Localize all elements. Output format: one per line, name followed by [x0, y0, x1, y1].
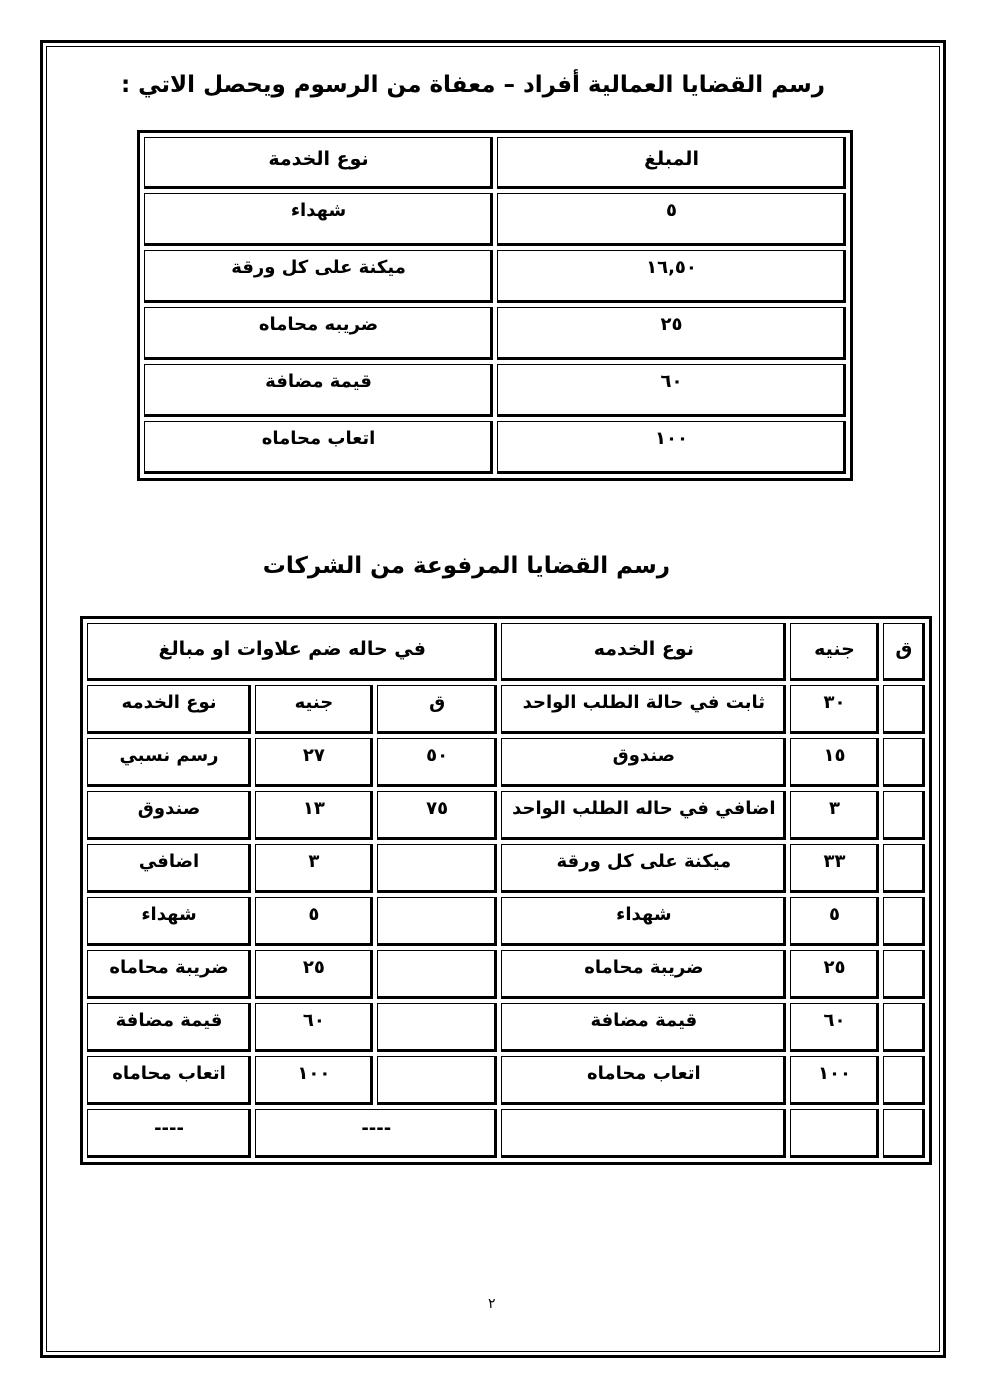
amount-cell: ٢٥: [497, 307, 846, 360]
service-cell: اضافي في حاله الطلب الواحد: [501, 791, 786, 840]
service-cell: شهداء: [501, 897, 786, 946]
table-row: [144, 193, 846, 246]
header-supplement: في حاله ضم علاوات او مبالغ: [87, 623, 497, 681]
table-header-row: [144, 137, 846, 189]
sub-header-service-type: نوع الخدمه: [87, 685, 251, 734]
table-row: [87, 791, 925, 840]
table-row: [87, 738, 925, 787]
supplement-service-cell: قيمة مضافة: [87, 1003, 251, 1052]
pounds-cell: ١٠٠: [790, 1056, 879, 1105]
supplement-pounds-cell: ٣: [255, 844, 373, 893]
supplement-service-cell: صندوق: [87, 791, 251, 840]
supplement-pounds-cell: ٢٧: [255, 738, 373, 787]
supplement-sum-cell: ----: [255, 1109, 497, 1158]
table-row: [87, 950, 925, 999]
supplement-piasters-cell: [377, 844, 498, 893]
supplement-pounds-cell: ٦٠: [255, 1003, 373, 1052]
piasters-cell: [883, 897, 925, 946]
supplement-piasters-cell: ٥٠: [377, 738, 498, 787]
table-row: [144, 364, 846, 417]
table-row: [144, 307, 846, 360]
service-cell: اتعاب محاماه: [144, 421, 493, 474]
supplement-service-cell: اتعاب محاماه: [87, 1056, 251, 1105]
header-pounds: جنيه: [790, 623, 879, 681]
piasters-cell: [883, 844, 925, 893]
service-cell: قيمة مضافة: [144, 364, 493, 417]
supplement-piasters-cell: [377, 1003, 498, 1052]
page-number: ٢: [488, 1296, 496, 1312]
table-total-row: [87, 1109, 925, 1158]
service-cell: ميكنة على كل ورقة: [144, 250, 493, 303]
service-cell: ثابت في حالة الطلب الواحد: [501, 685, 786, 734]
header-piasters: ق: [883, 623, 925, 681]
service-cell: ضريبة محاماه: [501, 950, 786, 999]
table-row: [87, 844, 925, 893]
header-service-type: نوع الخدمة: [144, 137, 493, 189]
pounds-cell: ٢٥: [790, 950, 879, 999]
service-cell: ميكنة على كل ورقة: [501, 844, 786, 893]
piasters-cell: [883, 791, 925, 840]
title-individual-labor-cases: رسم القضايا العمالية أفراد – معفاة من الرسوم ويحصل الاتي :: [120, 72, 825, 98]
pounds-cell: ٣٣: [790, 844, 879, 893]
piasters-cell: [883, 1056, 925, 1105]
pounds-cell: ١٥: [790, 738, 879, 787]
company-fees-table: [80, 616, 932, 1165]
table-row: [144, 250, 846, 303]
piasters-cell: [883, 1003, 925, 1052]
service-cell: شهداء: [144, 193, 493, 246]
supplement-pounds-cell: ١٣: [255, 791, 373, 840]
table-header-row: [87, 623, 925, 681]
supplement-piasters-cell: [377, 897, 498, 946]
individual-fees-table: [137, 130, 853, 481]
supplement-service-cell: ضريبة محاماه: [87, 950, 251, 999]
supplement-piasters-cell: [377, 1056, 498, 1105]
sub-header-pounds: جنيه: [255, 685, 373, 734]
pounds-cell: ٥: [790, 897, 879, 946]
service-cell: [501, 1109, 786, 1158]
header-service-type: نوع الخدمه: [501, 623, 786, 681]
amount-cell: ١٦,٥٠: [497, 250, 846, 303]
supplement-piasters-cell: [377, 950, 498, 999]
supplement-service-cell: اضافي: [87, 844, 251, 893]
table-row: [144, 421, 846, 474]
supplement-service-cell: رسم نسبي: [87, 738, 251, 787]
supplement-service-cell: ----: [87, 1109, 251, 1158]
title-company-cases: رسم القضايا المرفوعة من الشركات: [262, 553, 670, 579]
pounds-cell: ٣٠: [790, 685, 879, 734]
table-row: [87, 1003, 925, 1052]
table-row: [87, 1056, 925, 1105]
piasters-cell: [883, 1109, 925, 1158]
pounds-cell: ٦٠: [790, 1003, 879, 1052]
supplement-pounds-cell: ٥: [255, 897, 373, 946]
pounds-cell: ٣: [790, 791, 879, 840]
service-cell: اتعاب محاماه: [501, 1056, 786, 1105]
supplement-pounds-cell: ١٠٠: [255, 1056, 373, 1105]
sub-header-piasters: ق: [377, 685, 498, 734]
supplement-pounds-cell: ٢٥: [255, 950, 373, 999]
service-cell: صندوق: [501, 738, 786, 787]
header-amount: المبلغ: [497, 137, 846, 189]
table-row: [87, 685, 925, 734]
piasters-cell: [883, 738, 925, 787]
table-row: [87, 897, 925, 946]
amount-cell: ١٠٠: [497, 421, 846, 474]
pounds-cell: [790, 1109, 879, 1158]
piasters-cell: [883, 950, 925, 999]
piasters-cell: [883, 685, 925, 734]
service-cell: قيمة مضافة: [501, 1003, 786, 1052]
amount-cell: ٦٠: [497, 364, 846, 417]
supplement-piasters-cell: ٧٥: [377, 791, 498, 840]
service-cell: ضريبه محاماه: [144, 307, 493, 360]
amount-cell: ٥: [497, 193, 846, 246]
supplement-service-cell: شهداء: [87, 897, 251, 946]
